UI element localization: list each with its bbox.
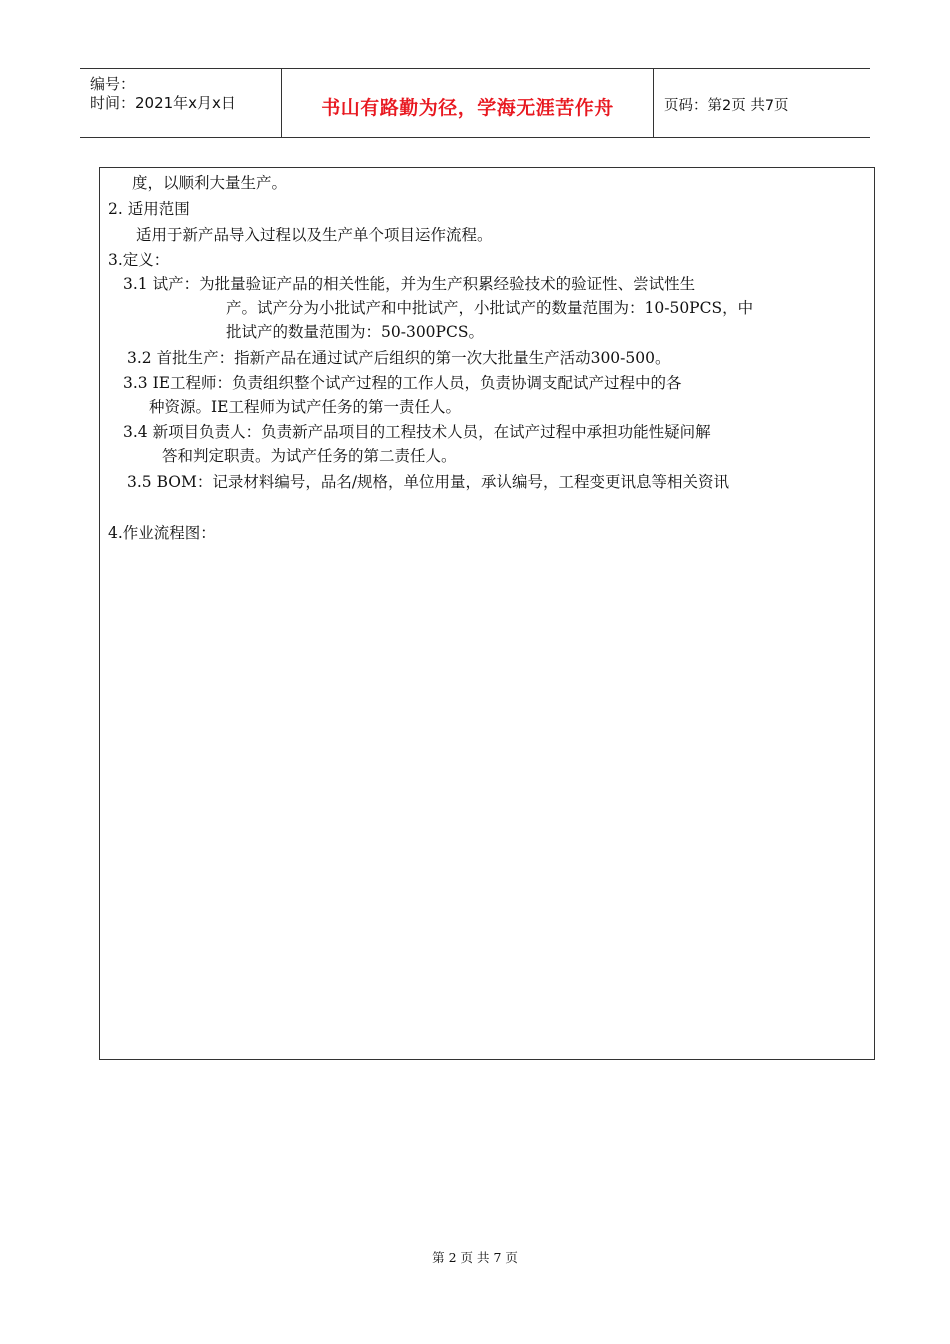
section-heading-flowchart: 4.作业流程图： bbox=[108, 524, 216, 542]
page-footer: 第 2 页 共 7 页 bbox=[432, 1250, 518, 1265]
header-motto-cell bbox=[282, 69, 654, 137]
definition-3-1-line-2: 产。试产分为小批试产和中批试产，小批试产的数量范围为：10-50PCS，中 bbox=[226, 299, 754, 317]
document-number-label: 编号： bbox=[90, 75, 136, 93]
document-time-label: 时间：2021年x月x日 bbox=[90, 94, 236, 112]
definition-3-2: 3.2 首批生产：指新产品在通过试产后组织的第一次大批量生产活动300-500。 bbox=[127, 349, 671, 367]
definition-3-1-line-1: 3.1 试产：为批量验证产品的相关性能，并为生产积累经验技术的验证性、尝试性生 bbox=[123, 275, 696, 293]
definition-3-3-line-1: 3.3 IE工程师：负责组织整个试产过程的工作人员，负责协调支配试产过程中的各 bbox=[123, 374, 682, 392]
text-line-continuation: 度，以顺利大量生产。 bbox=[132, 174, 288, 192]
definition-3-4-line-1: 3.4 新项目负责人：负责新产品项目的工程技术人员，在试产过程中承担功能性疑问解 bbox=[123, 423, 711, 441]
definition-3-3-line-2: 种资源。IE工程师为试产任务的第一责任人。 bbox=[149, 398, 461, 416]
section-heading-scope: 2. 适用范围 bbox=[108, 200, 190, 218]
header-meta-cell bbox=[80, 69, 282, 137]
content-box bbox=[99, 167, 875, 1060]
document-header bbox=[80, 68, 870, 138]
header-page-cell bbox=[654, 69, 870, 137]
text-line-scope: 适用于新产品导入过程以及生产单个项目运作流程。 bbox=[136, 226, 493, 244]
section-heading-definitions: 3.定义： bbox=[108, 251, 170, 269]
header-motto: 书山有路勤为径，学海无涯苦作舟 bbox=[321, 97, 614, 119]
definition-3-4-line-2: 答和判定职责。为试产任务的第二责任人。 bbox=[162, 447, 457, 465]
definition-3-5: 3.5 BOM：记录材料编号，品名/规格，单位用量，承认编号，工程变更讯息等相关资讯 bbox=[127, 473, 730, 491]
definition-3-1-line-3: 批试产的数量范围为：50-300PCS。 bbox=[226, 323, 484, 341]
header-page-info: 页码：第2页 共7页 bbox=[664, 98, 789, 114]
